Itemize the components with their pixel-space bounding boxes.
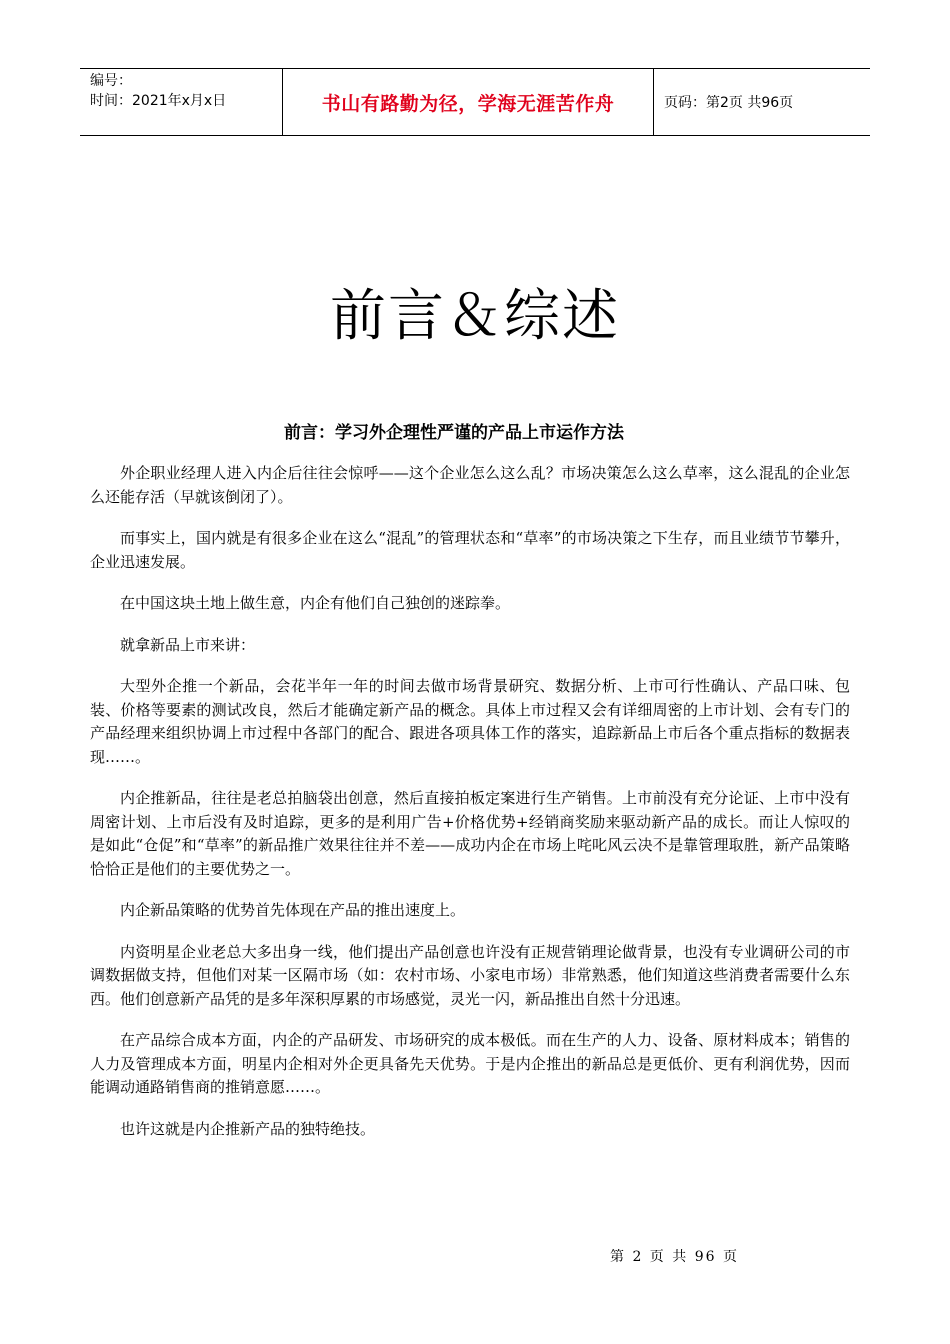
- header-page-cell: [654, 69, 870, 135]
- paragraph: 内企推新品，往往是老总拍脑袋出创意，然后直接拍板定案进行生产销售。上市前没有充分论证、上市中没有周密计划、上市后没有及时追踪，更多的是利用广告+价格优势+经销商奖励来驱动新产品的成长。而让人惊叹的是如此“仓促”和“草率”的新品推广效果往往并不差——成功内企在市场上咤叱风云决不是靠管理取胜，新产品策略恰恰正是他们的主要优势之一。: [90, 789, 850, 878]
- paragraph: 在中国这块土地上做生意，内企有他们自己独创的迷踪拳。: [120, 594, 511, 612]
- paragraph: 就拿新品上市来讲：: [120, 635, 256, 654]
- header-page-info: 页码：第2页 共96页: [664, 95, 794, 111]
- body-text: [90, 462, 850, 1159]
- paragraph: 也许这就是内企推新产品的独特绝技。: [120, 1119, 376, 1138]
- section-subtitle: 前言：学习外企理性严谨的产品上市运作方法: [284, 423, 624, 443]
- paragraph: 内企新品策略的优势首先体现在产品的推出速度上。: [120, 901, 466, 919]
- header-meta: [80, 69, 282, 135]
- page-title: 前言＆综述: [330, 284, 620, 349]
- header-motto-cell: [282, 69, 654, 135]
- paragraph: 大型外企推一个新品，会花半年一年的时间去做市场背景研究、数据分析、上市可行性确认、产品口味、包装、价格等要素的测试改良，然后才能确定新产品的概念。具体上市过程又会有详细周密的上市计划、会有专门的产品经理来组织协调上市过程中各部门的配合、跟进各项具体工作的落实，追踪新品上市后各个重点指标的数据表现……。: [90, 677, 850, 766]
- document-number: 编号：: [90, 73, 132, 89]
- paragraph: 在产品综合成本方面，内企的产品研发、市场研究的成本极低。而在生产的人力、设备、原材料成本；销售的人力及管理成本方面，明星内企相对外企更具备先天优势。于是内企推出的新品总是更低价、更有利润优势，因而能调动通路销售商的推销意愿……。: [90, 1031, 850, 1096]
- paragraph: 而事实上，国内就是有很多企业在这么“混乱”的管理状态和“草率”的市场决策之下生存，而且业绩节节攀升，企业迅速发展。: [90, 529, 850, 571]
- page-footer: 第 2 页 共 96 页: [610, 1249, 739, 1265]
- header-motto: 书山有路勤为径，学海无涯苦作舟: [321, 92, 615, 115]
- paragraph: 外企职业经理人进入内企后往往会惊呼——这个企业怎么这么乱？市场决策怎么这么草率，这么混乱的企业怎么还能存活（早就该倒闭了）。: [90, 464, 850, 506]
- document-header: [80, 68, 870, 136]
- document-date: 时间：2021年x月x日: [90, 93, 227, 109]
- paragraph: 内资明星企业老总大多出身一线，他们提出产品创意也许没有正规营销理论做背景，也没有专业调研公司的市调数据做支持，但他们对某一区隔市场（如：农村市场、小家电市场）非常熟悉，他们知道这些消费者需要什么东西。他们创意新产品凭的是多年深积厚累的市场感觉，灵光一闪，新品推出自然十分迅速。: [90, 942, 850, 1008]
